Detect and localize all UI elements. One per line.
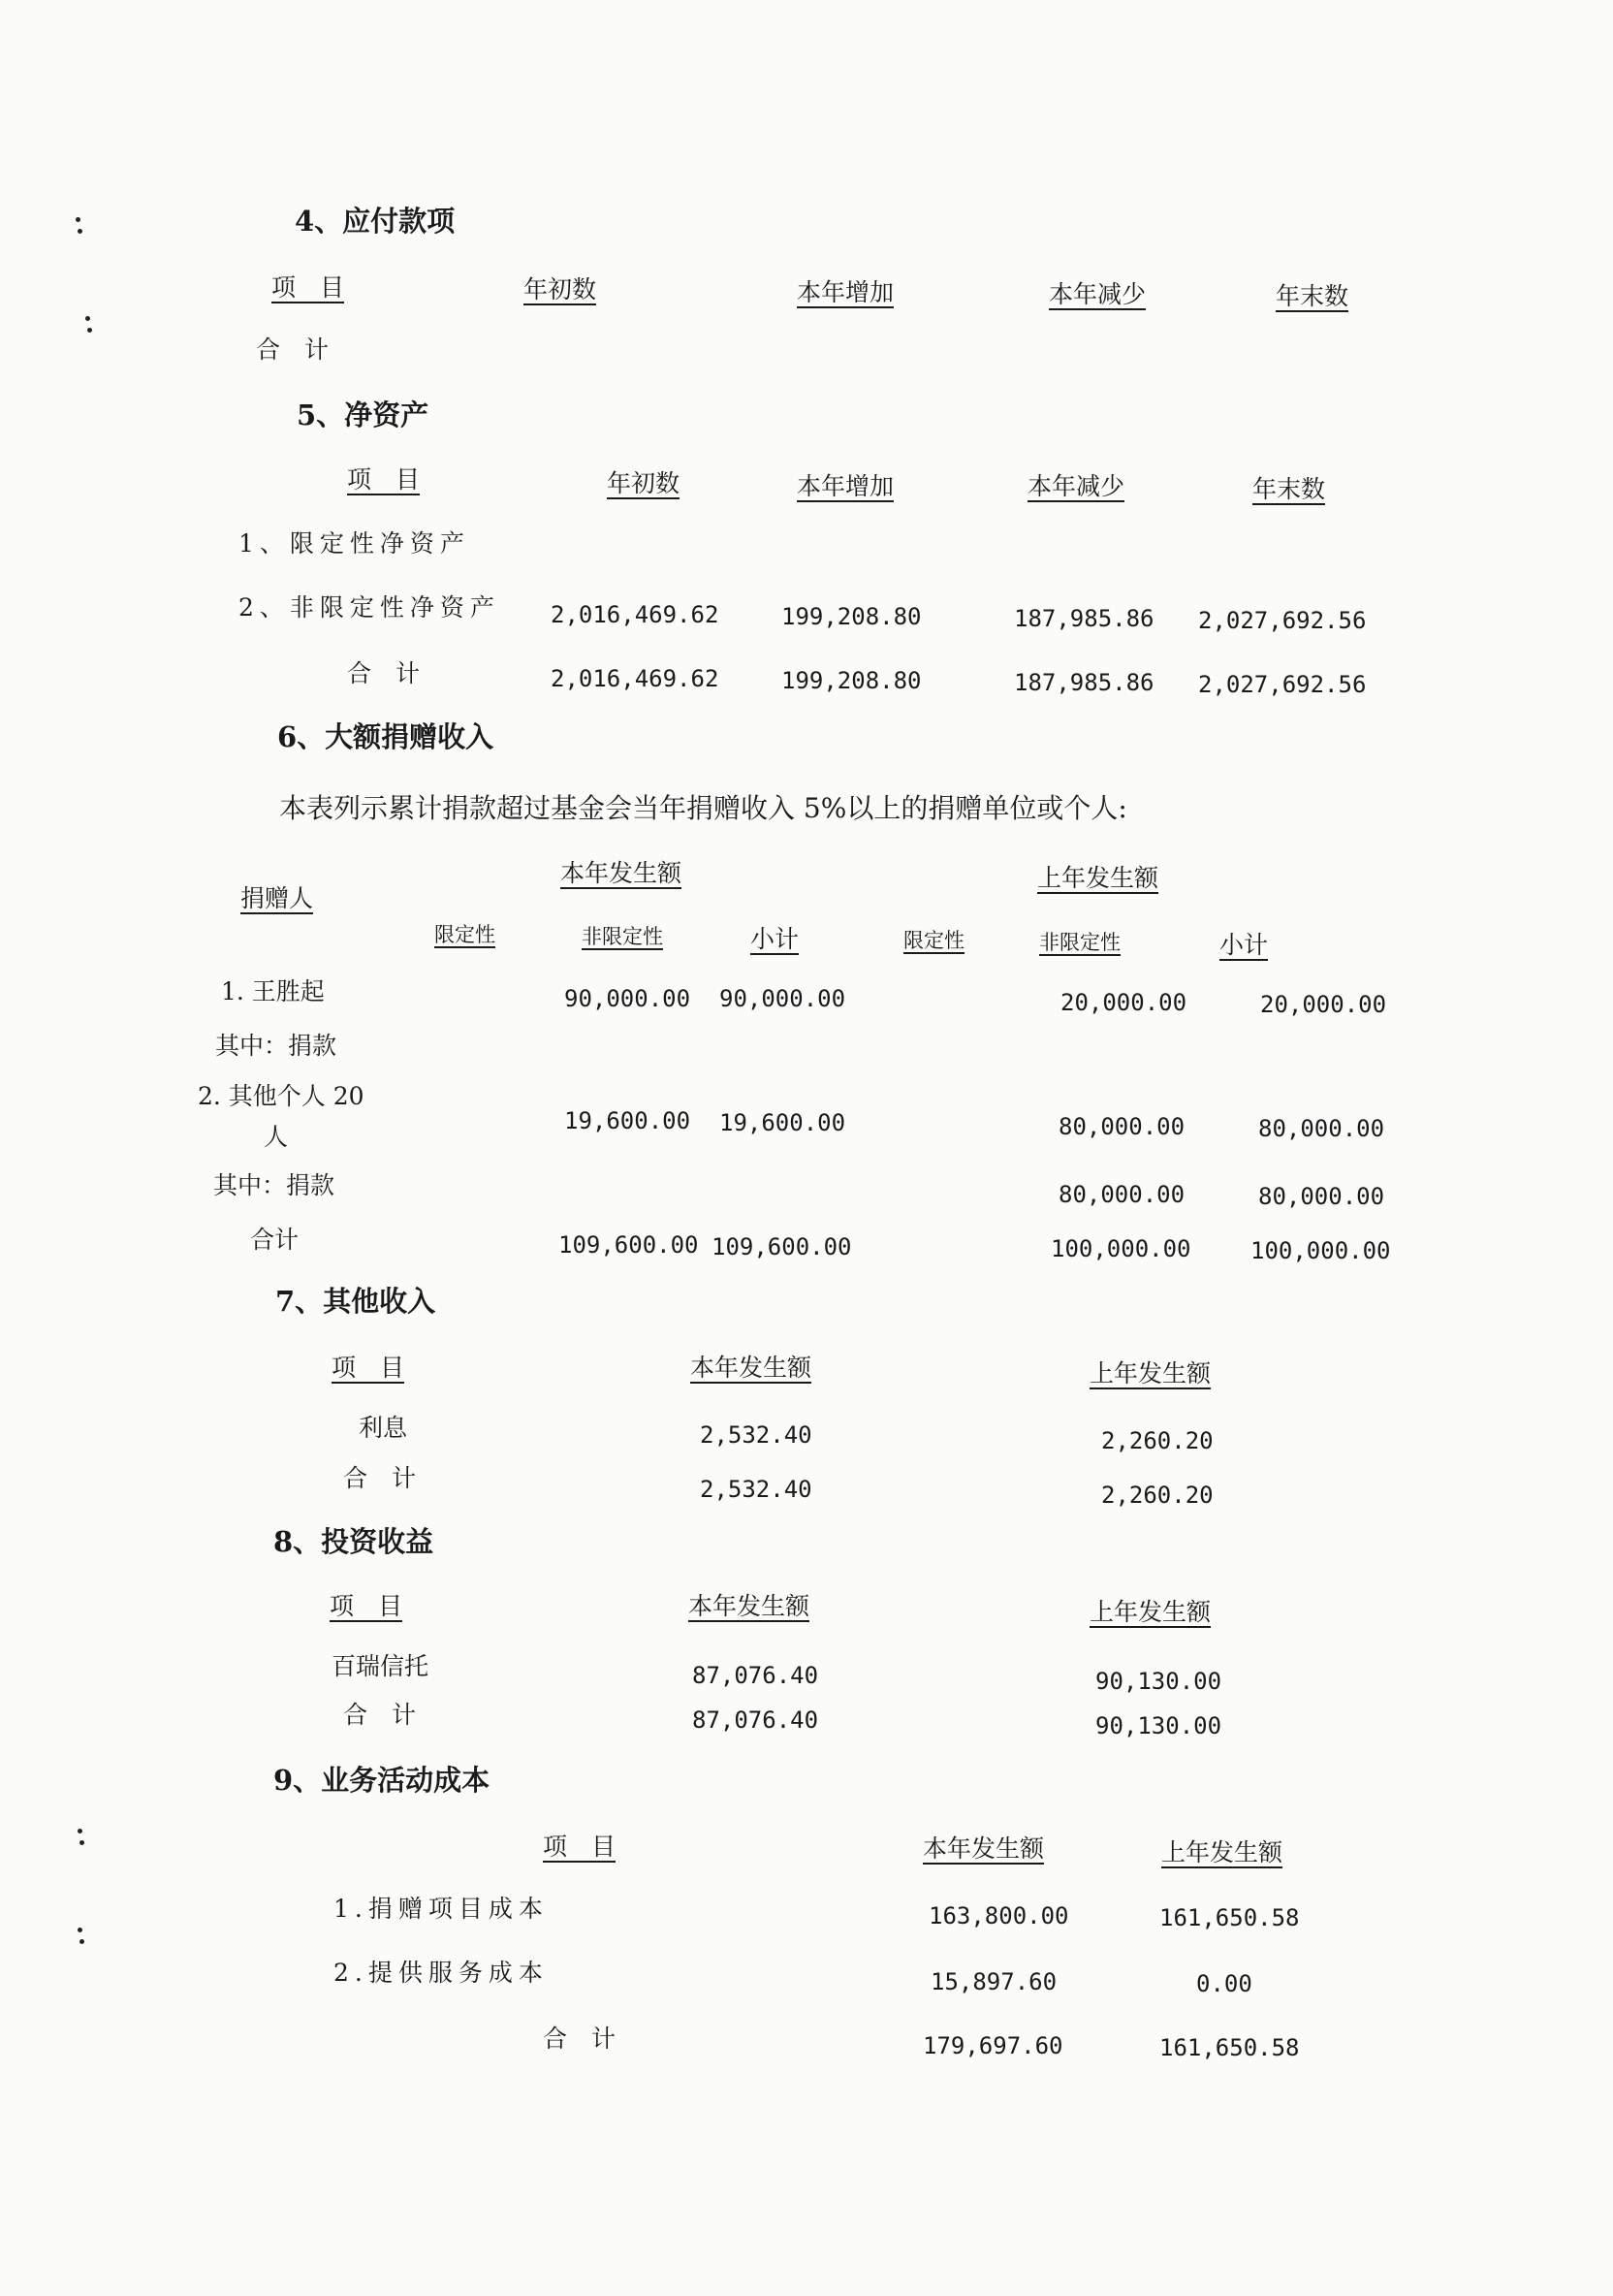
s4-header-item: 项 目 [271, 273, 345, 302]
s6-donor-header: 捐赠人 [240, 884, 314, 912]
s6-row-donation-1: 其中：捐款 [215, 1032, 337, 1060]
s7-header-item: 项 目 [332, 1354, 405, 1382]
section-9-title: 9、业务活动成本 [273, 1764, 490, 1797]
s5-r1-decrease: 187,985.86 [1014, 605, 1154, 632]
s8-header-item: 项 目 [330, 1592, 403, 1620]
s6-group-previous: 上年发生额 [1037, 864, 1159, 892]
s4-header-closing: 年末数 [1276, 282, 1349, 310]
s8-total-current: 87,076.40 [692, 1706, 819, 1734]
s8-total-label: 合 计 [343, 1701, 417, 1729]
scan-mark [85, 316, 90, 321]
s9-r1-previous: 0.00 [1196, 1970, 1252, 1997]
s9-r0-previous: 161,650.58 [1159, 1904, 1300, 1931]
s6-total-unrestricted-previous: 100,000.00 [1051, 1235, 1191, 1262]
s6-row-donor-1: 1. 王胜起 [221, 977, 325, 1005]
s6-r3-unrestricted-previous: 80,000.00 [1059, 1181, 1186, 1208]
s7-header-current: 本年发生额 [690, 1354, 812, 1382]
s9-r0-current: 163,800.00 [929, 1902, 1069, 1929]
section-8-title: 8、投资收益 [273, 1525, 434, 1558]
s6-row-donor-2: 2. 其他个人 20 [198, 1082, 364, 1110]
s6-sub-restricted-current: 限定性 [434, 923, 495, 946]
s6-r0-unrestricted-current: 90,000.00 [564, 985, 691, 1012]
scan-mark [79, 1939, 84, 1944]
s6-total-label: 合计 [250, 1226, 300, 1254]
s7-row-interest: 利息 [359, 1414, 408, 1442]
s6-sub-unrestricted-previous: 非限定性 [1039, 931, 1121, 954]
s8-header-previous: 上年发生额 [1090, 1598, 1212, 1626]
s9-header-current: 本年发生额 [923, 1834, 1045, 1863]
s6-r2-unrestricted-previous: 80,000.00 [1059, 1113, 1186, 1140]
s5-r1-closing: 2,027,692.56 [1198, 607, 1367, 634]
s7-r0-current: 2,532.40 [700, 1421, 812, 1449]
s6-total-unrestricted-current: 109,600.00 [558, 1231, 699, 1259]
s6-row-donor-2-cont: 人 [264, 1123, 289, 1151]
scan-mark [76, 217, 80, 222]
s5-total-closing: 2,027,692.56 [1198, 671, 1367, 698]
s5-header-item: 项 目 [347, 465, 421, 494]
scan-mark [87, 328, 92, 333]
s7-total-previous: 2,260.20 [1101, 1482, 1214, 1509]
s8-r0-previous: 90,130.00 [1095, 1668, 1222, 1695]
s9-row-service-cost: 2.提供服务成本 [333, 1959, 549, 1987]
s5-row-restricted: 1、限定性净资产 [238, 529, 470, 558]
s6-r0-subtotal-current: 90,000.00 [719, 985, 846, 1012]
s5-r1-opening: 2,016,469.62 [551, 601, 719, 628]
s6-r2-subtotal-previous: 80,000.00 [1258, 1115, 1385, 1142]
s7-total-label: 合 计 [343, 1464, 417, 1492]
section-4-title: 4、应付款项 [295, 205, 456, 238]
scan-mark [79, 1840, 84, 1845]
s6-total-subtotal-previous: 100,000.00 [1250, 1237, 1391, 1264]
s8-total-previous: 90,130.00 [1095, 1712, 1222, 1739]
s5-total-opening: 2,016,469.62 [551, 665, 719, 692]
s6-sub-subtotal-current: 小计 [750, 925, 800, 953]
s6-r3-subtotal-previous: 80,000.00 [1258, 1183, 1385, 1210]
s5-r1-increase: 199,208.80 [781, 603, 922, 630]
s5-header-increase: 本年增加 [797, 472, 895, 500]
s6-r0-subtotal-previous: 20,000.00 [1260, 991, 1387, 1018]
s6-r2-subtotal-current: 19,600.00 [719, 1109, 846, 1136]
s5-header-decrease: 本年减少 [1028, 472, 1125, 500]
s5-header-opening: 年初数 [607, 469, 680, 497]
s8-row-trust: 百瑞信托 [332, 1652, 429, 1680]
s6-r2-unrestricted-current: 19,600.00 [564, 1107, 691, 1134]
s6-group-current: 本年发生额 [560, 859, 682, 887]
s7-header-previous: 上年发生额 [1090, 1359, 1212, 1387]
s4-total-label: 合 计 [256, 335, 330, 364]
s6-row-donation-2: 其中：捐款 [213, 1171, 335, 1199]
s6-sub-restricted-previous: 限定性 [903, 929, 965, 952]
s8-header-current: 本年发生额 [688, 1592, 810, 1620]
s5-header-closing: 年末数 [1252, 475, 1326, 503]
section-6-title: 6、大额捐赠收入 [277, 720, 494, 753]
scan-mark [78, 229, 82, 234]
s9-header-previous: 上年发生额 [1161, 1838, 1283, 1866]
s9-row-donation-project-cost: 1.捐赠项目成本 [333, 1895, 549, 1923]
s8-r0-current: 87,076.40 [692, 1662, 819, 1689]
s4-header-decrease: 本年减少 [1049, 280, 1147, 308]
s9-total-previous: 161,650.58 [1159, 2034, 1300, 2061]
section-5-title: 5、净资产 [297, 399, 429, 431]
s6-r0-unrestricted-previous: 20,000.00 [1060, 989, 1187, 1016]
s5-total-label: 合 计 [347, 659, 421, 687]
s5-row-unrestricted: 2、非限定性净资产 [238, 593, 500, 622]
s5-total-increase: 199,208.80 [781, 667, 922, 694]
section-7-title: 7、其他收入 [275, 1285, 436, 1318]
s4-header-increase: 本年增加 [797, 278, 895, 306]
scan-mark [78, 1928, 82, 1932]
s6-intro: 本表列示累计捐款超过基金会当年捐赠收入 5%以上的捐赠单位或个人: [279, 792, 1127, 824]
s4-header-opening: 年初数 [523, 275, 597, 303]
s7-total-current: 2,532.40 [700, 1476, 812, 1503]
scan-mark [78, 1829, 82, 1834]
s9-total-current: 179,697.60 [923, 2032, 1063, 2059]
s9-total-label: 合 计 [543, 2025, 617, 2053]
s6-total-subtotal-current: 109,600.00 [712, 1233, 852, 1260]
s9-r1-current: 15,897.60 [931, 1968, 1058, 1995]
s5-total-decrease: 187,985.86 [1014, 669, 1154, 696]
s6-sub-unrestricted-current: 非限定性 [582, 925, 663, 948]
s7-r0-previous: 2,260.20 [1101, 1427, 1214, 1454]
s9-header-item: 项 目 [543, 1833, 617, 1861]
s6-sub-subtotal-previous: 小计 [1219, 931, 1269, 959]
